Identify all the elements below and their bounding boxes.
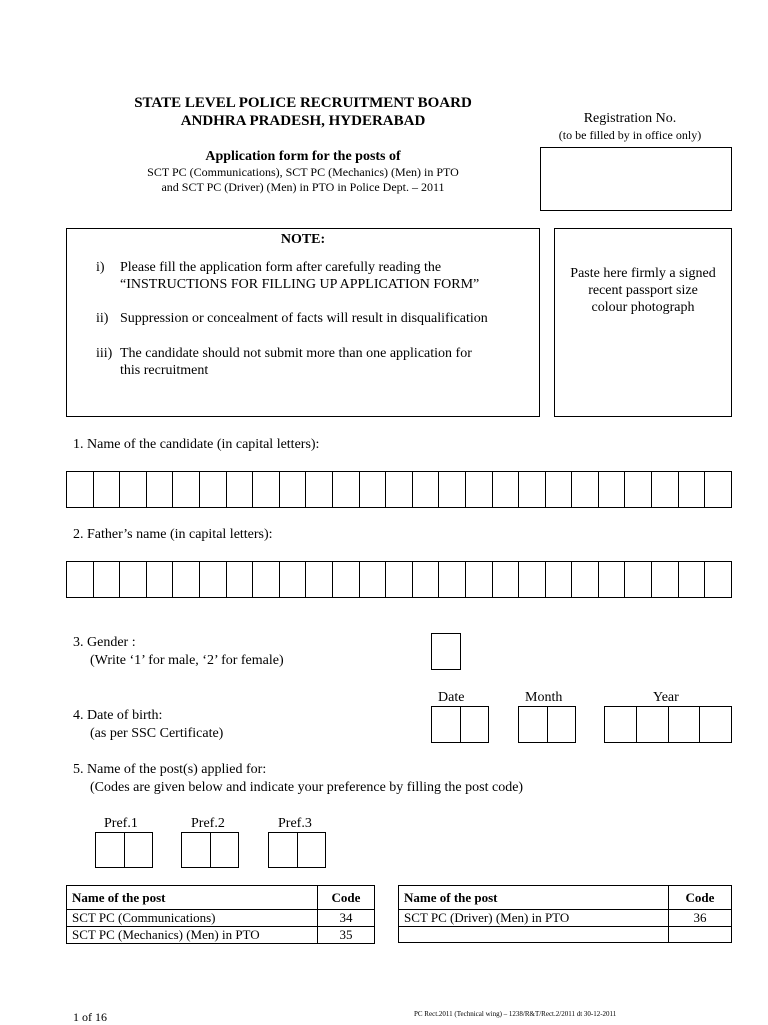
candidate-name-letter[interactable] bbox=[413, 472, 440, 507]
candidate-name-letter[interactable] bbox=[147, 472, 174, 507]
dob-date-digit[interactable] bbox=[432, 707, 461, 742]
col-code-header: Code bbox=[318, 886, 375, 910]
father-name-letter[interactable] bbox=[280, 562, 307, 597]
note-heading: NOTE: bbox=[280, 232, 326, 247]
pref2-boxes[interactable] bbox=[181, 832, 239, 868]
pref3-label: Pref.3 bbox=[278, 816, 312, 831]
father-name-letter[interactable] bbox=[386, 562, 413, 597]
col-code-header: Code bbox=[669, 886, 732, 910]
dob-hint: (as per SSC Certificate) bbox=[90, 726, 224, 741]
post-name: SCT PC (Communications) bbox=[67, 910, 318, 927]
note-item-1-line2: “INSTRUCTIONS FOR FILLING UP APPLICATION FORM” bbox=[120, 277, 480, 292]
candidate-name-letter[interactable] bbox=[386, 472, 413, 507]
candidate-name-grid[interactable] bbox=[66, 471, 732, 508]
candidate-name-letter[interactable] bbox=[705, 472, 731, 507]
pref2-label: Pref.2 bbox=[191, 816, 225, 831]
father-name-letter[interactable] bbox=[439, 562, 466, 597]
candidate-name-letter[interactable] bbox=[625, 472, 652, 507]
pref3-digit[interactable] bbox=[298, 833, 326, 867]
father-name-letter[interactable] bbox=[705, 562, 731, 597]
candidate-name-letter[interactable] bbox=[227, 472, 254, 507]
dob-date-header: Date bbox=[438, 690, 465, 705]
post-code: 34 bbox=[318, 910, 375, 927]
pref1-boxes[interactable] bbox=[95, 832, 153, 868]
dob-month-boxes[interactable] bbox=[518, 706, 576, 743]
post-label: 5. Name of the post(s) applied for: bbox=[73, 762, 267, 777]
candidate-name-letter[interactable] bbox=[360, 472, 387, 507]
post-name: SCT PC (Mechanics) (Men) in PTO bbox=[67, 927, 318, 944]
posts-line-2: and SCT PC (Driver) (Men) in PTO in Police Dept. – 2011 bbox=[161, 180, 445, 194]
note-item-3-num: iii) bbox=[96, 346, 113, 361]
board-location: ANDHRA PRADESH, HYDERABAD bbox=[180, 113, 426, 129]
dob-year-digit[interactable] bbox=[700, 707, 731, 742]
father-name-letter[interactable] bbox=[253, 562, 280, 597]
post-codes-table-right bbox=[398, 885, 732, 943]
table-row bbox=[399, 927, 732, 943]
posts-line-1: SCT PC (Communications), SCT PC (Mechanics) (Men) in PTO bbox=[147, 165, 459, 179]
father-name-letter[interactable] bbox=[413, 562, 440, 597]
pref3-digit[interactable] bbox=[269, 833, 298, 867]
candidate-name-letter[interactable] bbox=[200, 472, 227, 507]
col-post-header: Name of the post bbox=[399, 886, 669, 910]
dob-date-boxes[interactable] bbox=[431, 706, 489, 743]
father-name-letter[interactable] bbox=[466, 562, 493, 597]
dob-year-boxes[interactable] bbox=[604, 706, 732, 743]
note-box bbox=[66, 228, 540, 417]
father-name-letter[interactable] bbox=[519, 562, 546, 597]
pref1-digit[interactable] bbox=[125, 833, 153, 867]
candidate-name-letter[interactable] bbox=[466, 472, 493, 507]
father-name-letter[interactable] bbox=[333, 562, 360, 597]
candidate-name-letter[interactable] bbox=[94, 472, 121, 507]
father-name-letter[interactable] bbox=[679, 562, 706, 597]
photo-line-3: colour photograph bbox=[591, 300, 695, 315]
father-name-letter[interactable] bbox=[173, 562, 200, 597]
father-name-letter[interactable] bbox=[147, 562, 174, 597]
col-post-header: Name of the post bbox=[67, 886, 318, 910]
dob-month-header: Month bbox=[525, 690, 563, 705]
note-item-2 bbox=[96, 310, 536, 327]
post-code: 36 bbox=[669, 910, 732, 927]
father-name-letter[interactable] bbox=[652, 562, 679, 597]
father-name-label: 2. Father’s name (in capital letters): bbox=[73, 527, 273, 542]
father-name-letter[interactable] bbox=[306, 562, 333, 597]
table-row bbox=[67, 927, 375, 944]
dob-label: 4. Date of birth: bbox=[73, 708, 163, 723]
candidate-name-letter[interactable] bbox=[599, 472, 626, 507]
registration-box[interactable] bbox=[540, 147, 732, 211]
father-name-letter[interactable] bbox=[599, 562, 626, 597]
registration-label: Registration No. bbox=[583, 111, 677, 126]
registration-sublabel: (to be filled by in office only) bbox=[558, 128, 702, 142]
father-name-letter[interactable] bbox=[67, 562, 94, 597]
candidate-name-label: 1. Name of the candidate (in capital letters): bbox=[73, 437, 320, 452]
father-name-letter[interactable] bbox=[94, 562, 121, 597]
father-name-letter[interactable] bbox=[625, 562, 652, 597]
dob-date-digit[interactable] bbox=[461, 707, 489, 742]
post-codes-table-left bbox=[66, 885, 375, 944]
note-item-1-num: i) bbox=[96, 260, 105, 275]
dob-year-digit[interactable] bbox=[669, 707, 701, 742]
candidate-name-letter[interactable] bbox=[572, 472, 599, 507]
note-item-1 bbox=[96, 259, 536, 293]
photo-instructions bbox=[555, 265, 731, 316]
post-code bbox=[669, 927, 732, 943]
father-name-letter[interactable] bbox=[227, 562, 254, 597]
gender-box[interactable] bbox=[431, 633, 461, 670]
father-name-letter[interactable] bbox=[493, 562, 520, 597]
page-number: 1 of 16 bbox=[73, 1010, 107, 1024]
footer-reference: PC Rect.2011 (Technical wing) – 1238/R&T/Rect.2/2011 dt 30-12-2011 bbox=[414, 1010, 617, 1018]
form-title-block bbox=[66, 148, 540, 195]
board-name: STATE LEVEL POLICE RECRUITMENT BOARD bbox=[134, 95, 472, 111]
candidate-name-letter[interactable] bbox=[519, 472, 546, 507]
dob-year-digit[interactable] bbox=[605, 707, 637, 742]
candidate-name-letter[interactable] bbox=[67, 472, 94, 507]
father-name-grid[interactable] bbox=[66, 561, 732, 598]
pref2-digit[interactable] bbox=[182, 833, 211, 867]
header-block bbox=[66, 94, 540, 130]
candidate-name-letter[interactable] bbox=[652, 472, 679, 507]
candidate-name-letter[interactable] bbox=[306, 472, 333, 507]
candidate-name-letter[interactable] bbox=[253, 472, 280, 507]
post-hint: (Codes are given below and indicate your preference by filling the post code) bbox=[90, 780, 524, 795]
post-name: SCT PC (Driver) (Men) in PTO bbox=[399, 910, 669, 927]
photo-line-1: Paste here firmly a signed bbox=[570, 266, 716, 281]
note-item-3 bbox=[96, 345, 536, 379]
table-row bbox=[399, 910, 732, 927]
father-name-letter[interactable] bbox=[200, 562, 227, 597]
note-item-3-line2: this recruitment bbox=[120, 363, 209, 378]
dob-year-digit[interactable] bbox=[637, 707, 669, 742]
dob-year-header: Year bbox=[653, 690, 679, 705]
note-item-1-line1: Please fill the application form after carefully reading the bbox=[120, 260, 442, 275]
pref3-boxes[interactable] bbox=[268, 832, 326, 868]
gender-hint: (Write ‘1’ for male, ‘2’ for female) bbox=[90, 653, 284, 668]
candidate-name-letter[interactable] bbox=[679, 472, 706, 507]
father-name-letter[interactable] bbox=[120, 562, 147, 597]
father-name-letter[interactable] bbox=[572, 562, 599, 597]
table-row bbox=[67, 910, 375, 927]
candidate-name-letter[interactable] bbox=[546, 472, 573, 507]
pref1-label: Pref.1 bbox=[104, 816, 138, 831]
father-name-letter[interactable] bbox=[360, 562, 387, 597]
candidate-name-letter[interactable] bbox=[333, 472, 360, 507]
registration-label-block bbox=[530, 110, 730, 143]
candidate-name-letter[interactable] bbox=[493, 472, 520, 507]
dob-month-digit[interactable] bbox=[519, 707, 548, 742]
candidate-name-letter[interactable] bbox=[120, 472, 147, 507]
photo-line-2: recent passport size bbox=[588, 283, 698, 298]
note-item-3-line1: The candidate should not submit more than one application for bbox=[120, 346, 472, 361]
pref2-digit[interactable] bbox=[211, 833, 239, 867]
candidate-name-letter[interactable] bbox=[173, 472, 200, 507]
gender-label: 3. Gender : bbox=[73, 635, 136, 650]
photo-box[interactable] bbox=[554, 228, 732, 417]
candidate-name-letter[interactable] bbox=[280, 472, 307, 507]
form-title: Application form for the posts of bbox=[205, 149, 401, 164]
note-item-2-line1: Suppression or concealment of facts will result in disqualification bbox=[120, 311, 488, 326]
father-name-letter[interactable] bbox=[546, 562, 573, 597]
post-code: 35 bbox=[318, 927, 375, 944]
candidate-name-letter[interactable] bbox=[439, 472, 466, 507]
note-item-2-num: ii) bbox=[96, 311, 109, 326]
dob-month-digit[interactable] bbox=[548, 707, 576, 742]
post-name bbox=[399, 927, 669, 943]
pref1-digit[interactable] bbox=[96, 833, 125, 867]
